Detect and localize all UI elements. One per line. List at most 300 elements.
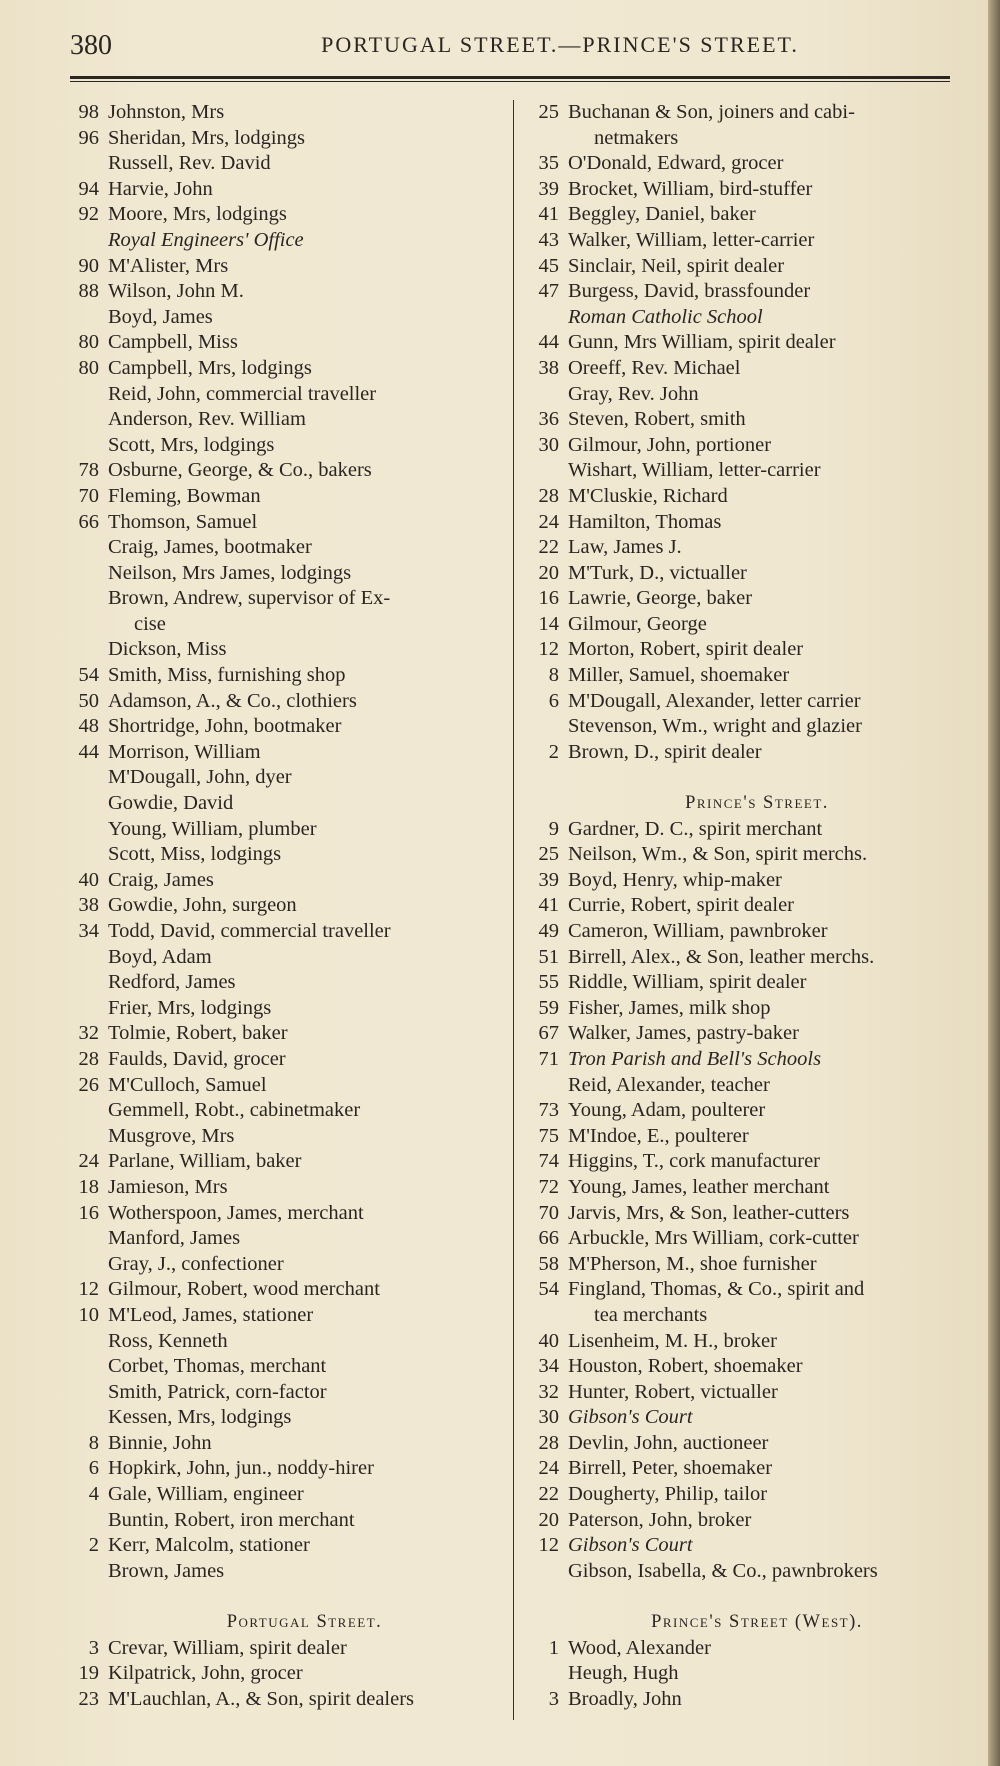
directory-entry bbox=[62, 817, 507, 843]
directory-entry bbox=[62, 919, 507, 945]
resident-name: Harvie, John bbox=[108, 177, 213, 200]
house-number bbox=[62, 407, 108, 433]
house-number bbox=[522, 382, 568, 408]
directory-entry bbox=[62, 1201, 507, 1227]
directory-entry bbox=[62, 1329, 507, 1355]
directory-entry bbox=[522, 1533, 962, 1559]
directory-entry bbox=[522, 1636, 962, 1662]
house-number: 35 bbox=[538, 152, 559, 175]
directory-entry bbox=[522, 1687, 962, 1713]
house-number: 8 bbox=[548, 664, 559, 687]
house-number: 34 bbox=[78, 920, 99, 942]
resident-name: Brown, D., spirit dealer bbox=[568, 740, 762, 763]
directory-entry bbox=[62, 279, 507, 305]
house-number: 6 bbox=[548, 689, 559, 712]
house-number: 58 bbox=[538, 1252, 559, 1275]
house-number: 92 bbox=[78, 203, 99, 226]
house-number bbox=[62, 842, 108, 868]
directory-entry bbox=[522, 1380, 962, 1406]
resident-name: Young, James, leather merchant bbox=[568, 1175, 830, 1198]
directory-entry bbox=[522, 228, 962, 254]
house-number: 48 bbox=[78, 715, 99, 738]
resident-name: Fingland, Thomas, & Co., spirit and bbox=[568, 1278, 865, 1301]
house-number: 88 bbox=[78, 280, 99, 303]
directory-entry bbox=[62, 305, 507, 331]
house-number: 66 bbox=[78, 510, 99, 533]
house-number: 73 bbox=[538, 1099, 559, 1122]
house-number: 24 bbox=[538, 1457, 559, 1480]
resident-name: Gilmour, Robert, wood merchant bbox=[108, 1278, 380, 1301]
resident-name: Buchanan & Son, joiners and cabi- bbox=[568, 101, 855, 123]
house-number bbox=[62, 1559, 108, 1585]
house-number: 25 bbox=[538, 843, 559, 866]
house-number: 70 bbox=[538, 1201, 559, 1224]
house-number bbox=[62, 561, 108, 587]
resident-name: Gibson, Isabella, & Co., pawnbrokers bbox=[568, 1559, 878, 1582]
resident-name: Fisher, James, milk shop bbox=[568, 996, 771, 1019]
resident-name: Arbuckle, Mrs William, cork-cutter bbox=[568, 1227, 859, 1250]
resident-name: Gray, Rev. John bbox=[568, 382, 699, 405]
directory-entry bbox=[522, 689, 962, 715]
resident-name: Gilmour, John, portioner bbox=[568, 433, 772, 456]
directory-entry bbox=[62, 330, 507, 356]
house-number: 40 bbox=[78, 868, 99, 891]
directory-entry bbox=[62, 407, 507, 433]
directory-entry bbox=[62, 1303, 507, 1329]
resident-name: M'Lauchlan, A., & Son, spirit dealers bbox=[108, 1687, 415, 1710]
resident-name: Osburne, George, & Co., bakers bbox=[108, 459, 372, 482]
resident-name: Gray, J., confectioner bbox=[108, 1252, 284, 1275]
directory-entry bbox=[62, 586, 507, 612]
resident-name: Brocket, William, bird-stuffer bbox=[568, 177, 813, 200]
directory-entry bbox=[522, 1149, 962, 1175]
resident-name: Sinclair, Neil, spirit dealer bbox=[568, 254, 785, 277]
resident-name: Ross, Kenneth bbox=[108, 1329, 228, 1352]
directory-entry bbox=[62, 100, 507, 126]
directory-entry bbox=[62, 893, 507, 919]
house-number: 54 bbox=[538, 1278, 559, 1301]
directory-entry bbox=[62, 1456, 507, 1482]
house-number: 41 bbox=[538, 203, 559, 226]
house-number: 40 bbox=[538, 1329, 559, 1352]
house-number bbox=[62, 1124, 108, 1150]
house-number bbox=[62, 1508, 108, 1534]
directory-entry bbox=[522, 663, 962, 689]
resident-name: Sheridan, Mrs, lodgings bbox=[108, 126, 306, 149]
directory-entry bbox=[522, 637, 962, 663]
resident-name: Riddle, William, spirit dealer bbox=[568, 971, 807, 994]
header-rule bbox=[70, 76, 950, 82]
resident-name: M'Pherson, M., shoe furnisher bbox=[568, 1252, 817, 1275]
resident-name: Hopkirk, John, jun., noddy-hirer bbox=[108, 1457, 374, 1480]
directory-entry bbox=[62, 663, 507, 689]
house-number: 16 bbox=[78, 1201, 99, 1224]
resident-name: Smith, Miss, furnishing shop bbox=[108, 664, 346, 687]
directory-entry bbox=[522, 868, 962, 894]
resident-name: Todd, David, commercial traveller bbox=[108, 920, 391, 942]
directory-entry bbox=[522, 996, 962, 1022]
resident-name: Boyd, Adam bbox=[108, 945, 212, 968]
resident-name: Smith, Patrick, corn-factor bbox=[108, 1380, 327, 1403]
resident-name: Gunn, Mrs William, spirit dealer bbox=[568, 331, 836, 354]
house-number: 49 bbox=[538, 920, 559, 942]
directory-entry bbox=[62, 228, 507, 254]
directory-entry bbox=[62, 1482, 507, 1508]
resident-name: Gibson's Court bbox=[568, 1406, 693, 1429]
house-number bbox=[62, 1380, 108, 1406]
house-number bbox=[62, 612, 108, 638]
house-number: 51 bbox=[538, 945, 559, 968]
street-heading: Prince's Street (West). bbox=[651, 1612, 863, 1633]
directory-entry bbox=[522, 458, 962, 484]
house-number: 96 bbox=[78, 126, 99, 149]
resident-name: Scott, Miss, lodgings bbox=[108, 843, 282, 866]
house-number: 30 bbox=[538, 433, 559, 456]
directory-entry bbox=[62, 740, 507, 766]
directory-entry bbox=[522, 1456, 962, 1482]
resident-name: Craig, James bbox=[108, 868, 214, 891]
resident-name: Burgess, David, brassfounder bbox=[568, 280, 811, 303]
house-number bbox=[62, 305, 108, 331]
resident-name: Musgrove, Mrs bbox=[108, 1124, 235, 1147]
resident-name: M'Cluskie, Richard bbox=[568, 484, 728, 507]
resident-name: Currie, Robert, spirit dealer bbox=[568, 894, 795, 917]
resident-name: Morrison, William bbox=[108, 740, 261, 763]
directory-entry bbox=[62, 868, 507, 894]
section-spacer bbox=[522, 1584, 962, 1610]
house-number bbox=[62, 637, 108, 663]
house-number bbox=[62, 382, 108, 408]
directory-entry bbox=[522, 407, 962, 433]
directory-entry bbox=[62, 1149, 507, 1175]
resident-name: Brown, Andrew, supervisor of Ex- bbox=[108, 587, 391, 610]
directory-entry bbox=[522, 1303, 962, 1329]
house-number: 38 bbox=[538, 356, 559, 379]
house-number bbox=[522, 1559, 568, 1585]
directory-entry bbox=[62, 356, 507, 382]
house-number: 70 bbox=[78, 484, 99, 507]
directory-entry bbox=[522, 177, 962, 203]
directory-entry bbox=[62, 177, 507, 203]
directory-entry bbox=[62, 842, 507, 868]
house-number bbox=[62, 791, 108, 817]
house-number bbox=[522, 1303, 568, 1329]
resident-name: Kilpatrick, John, grocer bbox=[108, 1662, 303, 1685]
resident-name: Frier, Mrs, lodgings bbox=[108, 996, 272, 1019]
resident-name: Gowdie, John, surgeon bbox=[108, 894, 297, 917]
house-number: 45 bbox=[538, 254, 559, 277]
house-number: 28 bbox=[538, 1431, 559, 1454]
directory-entry bbox=[522, 1175, 962, 1201]
resident-name: M'Turk, D., victualler bbox=[568, 561, 747, 584]
house-number bbox=[62, 817, 108, 843]
resident-name: Kerr, Malcolm, stationer bbox=[108, 1534, 310, 1557]
directory-entry bbox=[62, 970, 507, 996]
resident-name: Redford, James bbox=[108, 971, 236, 994]
resident-name: netmakers bbox=[594, 126, 679, 149]
resident-name: Campbell, Mrs, lodgings bbox=[108, 356, 312, 379]
house-number: 3 bbox=[548, 1687, 559, 1710]
house-number: 55 bbox=[538, 971, 559, 994]
directory-entry bbox=[522, 1482, 962, 1508]
directory-entry bbox=[62, 689, 507, 715]
resident-name: Hamilton, Thomas bbox=[568, 510, 722, 533]
directory-entry bbox=[522, 1098, 962, 1124]
house-number: 67 bbox=[538, 1022, 559, 1045]
house-number: 24 bbox=[538, 510, 559, 533]
resident-name: M'Culloch, Samuel bbox=[108, 1073, 267, 1096]
street-heading: Prince's Street. bbox=[685, 793, 829, 814]
directory-entry bbox=[62, 1380, 507, 1406]
house-number bbox=[62, 1405, 108, 1431]
house-number: 30 bbox=[538, 1406, 559, 1429]
resident-name: Dickson, Miss bbox=[108, 638, 227, 661]
resident-name: Higgins, T., cork manufacturer bbox=[568, 1150, 820, 1173]
house-number: 36 bbox=[538, 408, 559, 431]
house-number: 22 bbox=[538, 1483, 559, 1506]
directory-entry bbox=[62, 1047, 507, 1073]
house-number: 8 bbox=[88, 1431, 99, 1454]
directory-entry bbox=[62, 1405, 507, 1431]
house-number: 12 bbox=[538, 638, 559, 661]
directory-entry bbox=[62, 510, 507, 536]
house-number bbox=[62, 1329, 108, 1355]
resident-name: Reid, John, commercial traveller bbox=[108, 382, 377, 405]
resident-name: Corbet, Thomas, merchant bbox=[108, 1355, 327, 1378]
house-number: 98 bbox=[78, 101, 99, 123]
house-number: 90 bbox=[78, 254, 99, 277]
house-number bbox=[62, 535, 108, 561]
resident-name: Stevenson, Wm., wright and glazier bbox=[568, 715, 862, 738]
house-number: 80 bbox=[78, 331, 99, 354]
resident-name: Adamson, A., & Co., clothiers bbox=[108, 689, 357, 712]
resident-name: Campbell, Miss bbox=[108, 331, 238, 354]
house-number: 28 bbox=[78, 1047, 99, 1070]
directory-entry bbox=[62, 1175, 507, 1201]
column-divider bbox=[513, 100, 514, 1720]
house-number: 72 bbox=[538, 1175, 559, 1198]
resident-name: M'Dougall, John, dyer bbox=[108, 766, 292, 789]
house-number bbox=[62, 1252, 108, 1278]
directory-entry bbox=[522, 433, 962, 459]
directory-entry bbox=[62, 1508, 507, 1534]
house-number bbox=[62, 1354, 108, 1380]
house-number: 54 bbox=[78, 664, 99, 687]
house-number bbox=[62, 1098, 108, 1124]
resident-name: Manford, James bbox=[108, 1227, 241, 1250]
directory-entry bbox=[522, 740, 962, 766]
resident-name: Scott, Mrs, lodgings bbox=[108, 433, 275, 456]
resident-name: Crevar, William, spirit dealer bbox=[108, 1636, 347, 1659]
directory-entry bbox=[62, 637, 507, 663]
directory-entry bbox=[522, 330, 962, 356]
house-number: 41 bbox=[538, 894, 559, 917]
directory-entry bbox=[522, 510, 962, 536]
directory-entry bbox=[62, 433, 507, 459]
directory-entry bbox=[522, 1405, 962, 1431]
house-number: 25 bbox=[538, 101, 559, 123]
directory-entry bbox=[62, 1073, 507, 1099]
resident-name: Buntin, Robert, iron merchant bbox=[108, 1508, 355, 1531]
directory-entry bbox=[522, 1508, 962, 1534]
directory-entry bbox=[522, 714, 962, 740]
resident-name: Birrell, Peter, shoemaker bbox=[568, 1457, 773, 1480]
resident-name: Fleming, Bowman bbox=[108, 484, 261, 507]
house-number: 4 bbox=[88, 1483, 99, 1506]
directory-entry bbox=[522, 1354, 962, 1380]
house-number: 16 bbox=[538, 587, 559, 610]
resident-name: tea merchants bbox=[594, 1303, 708, 1326]
house-number: 12 bbox=[78, 1278, 99, 1301]
house-number: 12 bbox=[538, 1534, 559, 1557]
resident-name: Gibson's Court bbox=[568, 1534, 693, 1557]
house-number: 43 bbox=[538, 228, 559, 251]
street-heading: Portugal Street. bbox=[226, 1612, 383, 1633]
house-number: 34 bbox=[538, 1355, 559, 1378]
resident-name: Tolmie, Robert, baker bbox=[108, 1022, 288, 1045]
house-number: 20 bbox=[538, 1508, 559, 1531]
directory-entry bbox=[62, 1252, 507, 1278]
house-number: 94 bbox=[78, 177, 99, 200]
house-number: 20 bbox=[538, 561, 559, 584]
house-number bbox=[62, 945, 108, 971]
house-number bbox=[62, 151, 108, 177]
house-number: 32 bbox=[78, 1022, 99, 1045]
house-number: 71 bbox=[538, 1047, 559, 1070]
directory-entry bbox=[522, 151, 962, 177]
directory-entry bbox=[522, 1124, 962, 1150]
directory-entry bbox=[522, 842, 962, 868]
house-number: 23 bbox=[78, 1687, 99, 1710]
resident-name: Paterson, John, broker bbox=[568, 1508, 752, 1531]
house-number: 47 bbox=[538, 280, 559, 303]
resident-name: Russell, Rev. David bbox=[108, 152, 271, 175]
house-number: 78 bbox=[78, 459, 99, 482]
directory-entry bbox=[62, 765, 507, 791]
directory-entry bbox=[522, 305, 962, 331]
resident-name: Wilson, John M. bbox=[108, 280, 244, 303]
resident-name: Dougherty, Philip, tailor bbox=[568, 1483, 768, 1506]
directory-entry bbox=[62, 382, 507, 408]
directory-entry bbox=[522, 612, 962, 638]
directory-entry bbox=[522, 1559, 962, 1585]
house-number bbox=[62, 586, 108, 612]
directory-entry bbox=[522, 279, 962, 305]
resident-name: Walker, William, letter-carrier bbox=[568, 228, 815, 251]
house-number bbox=[62, 765, 108, 791]
directory-entry bbox=[62, 1687, 507, 1713]
directory-entry bbox=[62, 1277, 507, 1303]
resident-name: cise bbox=[134, 612, 166, 635]
directory-entry bbox=[522, 945, 962, 971]
page-header bbox=[70, 28, 950, 68]
resident-name: M'Alister, Mrs bbox=[108, 254, 229, 277]
resident-name: Wishart, William, letter-carrier bbox=[568, 459, 821, 482]
directory-entry bbox=[62, 254, 507, 280]
directory-entry bbox=[522, 586, 962, 612]
directory-entry bbox=[522, 970, 962, 996]
house-number: 3 bbox=[88, 1636, 99, 1659]
house-number: 28 bbox=[538, 484, 559, 507]
house-number: 44 bbox=[78, 740, 99, 763]
house-number bbox=[522, 126, 568, 152]
section-spacer bbox=[522, 765, 962, 791]
house-number: 18 bbox=[78, 1175, 99, 1198]
house-number bbox=[522, 1661, 568, 1687]
resident-name: Shortridge, John, bootmaker bbox=[108, 715, 342, 738]
house-number: 50 bbox=[78, 689, 99, 712]
resident-name: Miller, Samuel, shoemaker bbox=[568, 664, 790, 687]
house-number: 2 bbox=[88, 1534, 99, 1557]
house-number bbox=[522, 714, 568, 740]
resident-name: Wotherspoon, James, merchant bbox=[108, 1201, 364, 1224]
house-number: 10 bbox=[78, 1303, 99, 1326]
resident-name: Parlane, William, baker bbox=[108, 1150, 302, 1173]
house-number: 14 bbox=[538, 612, 559, 635]
house-number: 24 bbox=[78, 1150, 99, 1173]
house-number: 6 bbox=[88, 1457, 99, 1480]
directory-entry bbox=[522, 126, 962, 152]
house-number: 39 bbox=[538, 868, 559, 891]
resident-name: Oreeff, Rev. Michael bbox=[568, 356, 741, 379]
resident-name: Reid, Alexander, teacher bbox=[568, 1073, 770, 1096]
directory-entry bbox=[62, 151, 507, 177]
resident-name: Gemmell, Robt., cabinetmaker bbox=[108, 1099, 361, 1122]
directory-entry bbox=[62, 1124, 507, 1150]
directory-entry bbox=[522, 919, 962, 945]
resident-name: Birrell, Alex., & Son, leather merchs. bbox=[568, 945, 875, 968]
resident-name: Young, Adam, poulterer bbox=[568, 1099, 766, 1122]
directory-entry bbox=[522, 100, 962, 126]
directory-entry bbox=[522, 202, 962, 228]
page-edge-shadow bbox=[988, 0, 1000, 1766]
resident-name: Gowdie, David bbox=[108, 792, 234, 815]
resident-name: Brown, James bbox=[108, 1559, 225, 1582]
directory-entry bbox=[522, 1047, 962, 1073]
house-number: 75 bbox=[538, 1124, 559, 1147]
resident-name: Morton, Robert, spirit dealer bbox=[568, 638, 804, 661]
directory-entry bbox=[62, 1226, 507, 1252]
house-number bbox=[522, 458, 568, 484]
directory-entry bbox=[522, 893, 962, 919]
house-number: 59 bbox=[538, 996, 559, 1019]
directory-entry bbox=[62, 126, 507, 152]
resident-name: Cameron, William, pawnbroker bbox=[568, 920, 828, 942]
directory-entry bbox=[62, 535, 507, 561]
house-number bbox=[62, 1226, 108, 1252]
resident-name: Gardner, D. C., spirit merchant bbox=[568, 817, 823, 840]
house-number: 39 bbox=[538, 177, 559, 200]
resident-name: Neilson, Mrs James, lodgings bbox=[108, 561, 352, 584]
house-number: 2 bbox=[548, 740, 559, 763]
directory-entry bbox=[62, 1098, 507, 1124]
resident-name: Hunter, Robert, victualler bbox=[568, 1380, 778, 1403]
right-column bbox=[522, 100, 962, 1712]
running-title: PORTUGAL STREET.—PRINCE'S STREET. bbox=[321, 32, 799, 57]
house-number bbox=[62, 996, 108, 1022]
directory-entry bbox=[62, 1533, 507, 1559]
resident-name: Young, William, plumber bbox=[108, 817, 317, 840]
directory-entry bbox=[522, 484, 962, 510]
house-number: 80 bbox=[78, 356, 99, 379]
resident-name: Steven, Robert, smith bbox=[568, 408, 746, 431]
directory-entry bbox=[62, 945, 507, 971]
house-number: 19 bbox=[78, 1662, 99, 1685]
directory-entry bbox=[62, 612, 507, 638]
resident-name: Wood, Alexander bbox=[568, 1636, 711, 1659]
house-number: 74 bbox=[538, 1150, 559, 1173]
resident-name: Walker, James, pastry-baker bbox=[568, 1022, 799, 1045]
